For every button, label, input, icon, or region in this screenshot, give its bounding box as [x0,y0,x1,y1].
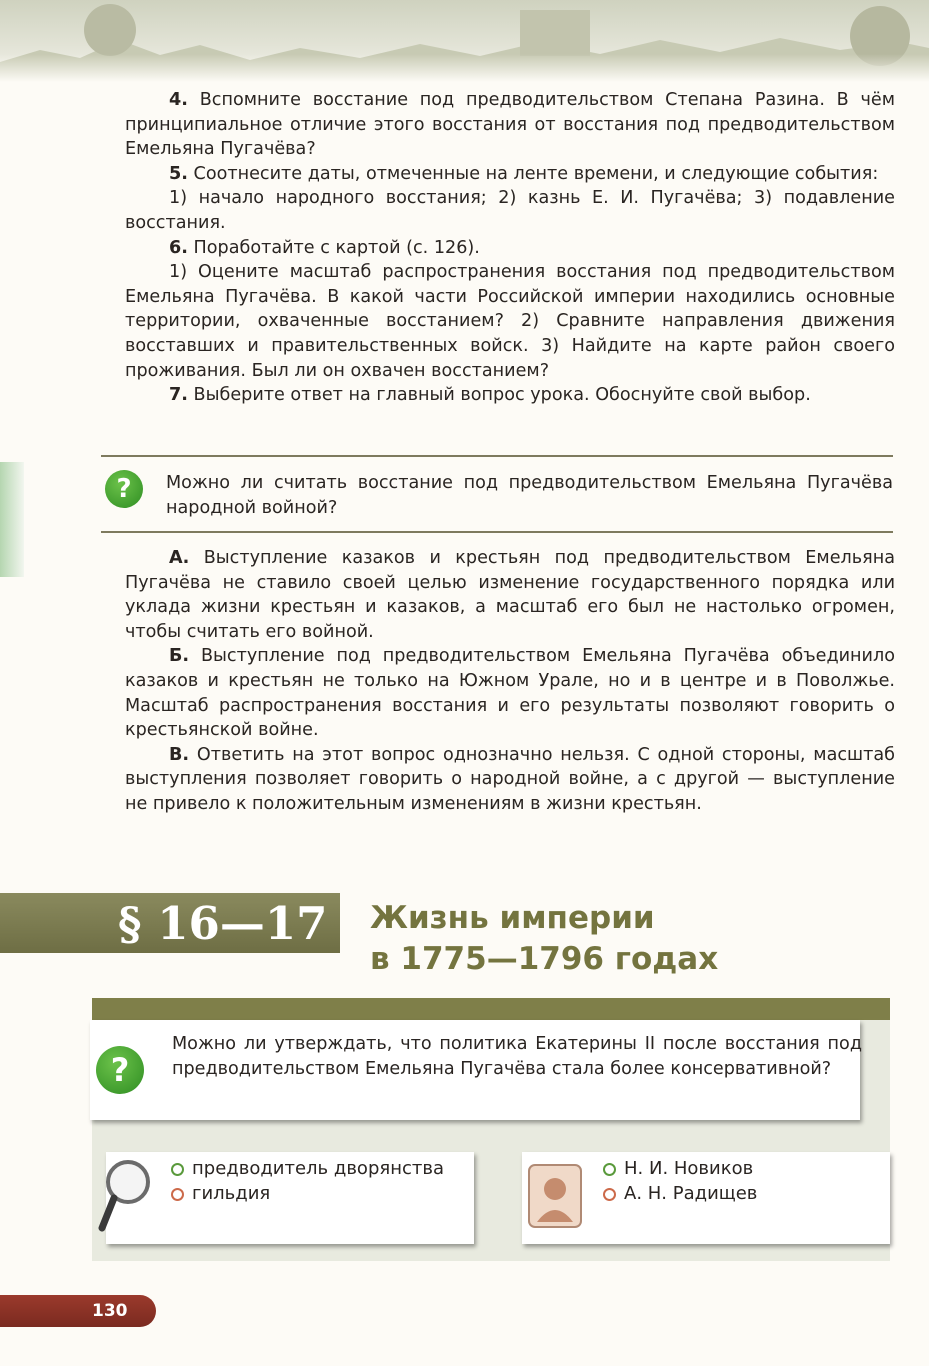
bullet-icon [171,1163,184,1176]
answer-c: В. Ответить на этот вопрос однозначно нельзя. С одной стороны, масштаб выступления позволяет говорить о народной войне, а с другой — выступление не привело к положительным изменениям в жизни крестьян. [125,744,895,814]
answer-b: Б. Выступление под предводительством Емельяна Пугачёва объединило казаков и крестьян не только на Южном Урале, но и в центре и в Поволжье. Масштаб распространения восстания и его результаты позволяют говорить о крестьянской войне. [125,646,895,741]
question-icon: ? [105,470,143,508]
key-term-item: гильдия [168,1181,444,1206]
main-question-box [101,455,893,533]
exercise-7: 7. Выберите ответ на главный вопрос урока. Обоснуйте свой выбор. [169,385,811,406]
exercise-5: 5. Соотнесите даты, отмеченные на ленте времени, и следующие события: [169,163,879,184]
section-title-line-2: в 1775—1796 годах [370,941,719,977]
person-portrait-icon [528,1164,582,1228]
lesson-panel-header [92,998,890,1020]
answer-a: А. Выступление казаков и крестьян под предводительством Емельяна Пугачёва не ставило своей целью изменение государственного порядка или уклада жизни крестьян и казаков, а масштаб его был не настолько огромен, чтобы считать его войной. [125,548,895,642]
left-margin-tint [0,462,24,577]
exercise-6: 6. Поработайте с картой (с. 126). [169,237,480,258]
key-persons-card [522,1152,890,1244]
key-person-item: А. Н. Радищев [600,1181,757,1206]
lesson-question-text: Можно ли утверждать, что политика Екатерины II после восстания под предводительством Емельяна Пугачёва стала более консервативной? [172,1034,862,1079]
key-terms-card [106,1152,474,1244]
section-title [370,898,718,980]
magnifier-icon [98,1154,160,1234]
key-terms-list [168,1156,444,1206]
main-question-text: Можно ли считать восстание под предводительством Емельяна Пугачёва народной войной? [166,473,893,518]
section-title-line-1: Жизнь империи [370,900,655,936]
bullet-icon [603,1188,616,1201]
key-term-item: предводитель дворянства [168,1156,444,1181]
bullet-icon [171,1188,184,1201]
exercise-5-items: 1) начало народного восстания; 2) казнь Е. И. Пугачёва; 3) подавление восстания. [125,188,895,233]
exercise-4: 4. Вспомните восстание под предводительством Степана Разина. В чём принципиальное отличие этого восстания от восстания под предводительством Емельяна Пугачёва? [125,90,895,160]
top-decorative-banner [0,0,929,82]
exercise-6-items: 1) Оцените масштаб распространения восстания под предводительством Емельяна Пугачёва. В какой части Российской империи находились основные территории, охваченные восстанием? 2) Сравните направления движения восставших и правительственных войск. 3) Найдите на карте район своего проживания. Был ли он охвачен восстанием? [125,262,895,381]
lesson-question-card [90,1020,860,1120]
key-person-item: Н. И. Новиков [600,1156,757,1181]
key-persons-list [600,1156,757,1206]
page-number: 130 [92,1301,128,1321]
section-number: § 16—17 [118,897,328,950]
bullet-icon [603,1163,616,1176]
question-icon: ? [96,1046,144,1094]
exercise-list [125,88,895,408]
page-number-tab [0,1295,156,1327]
answer-options [125,546,895,817]
